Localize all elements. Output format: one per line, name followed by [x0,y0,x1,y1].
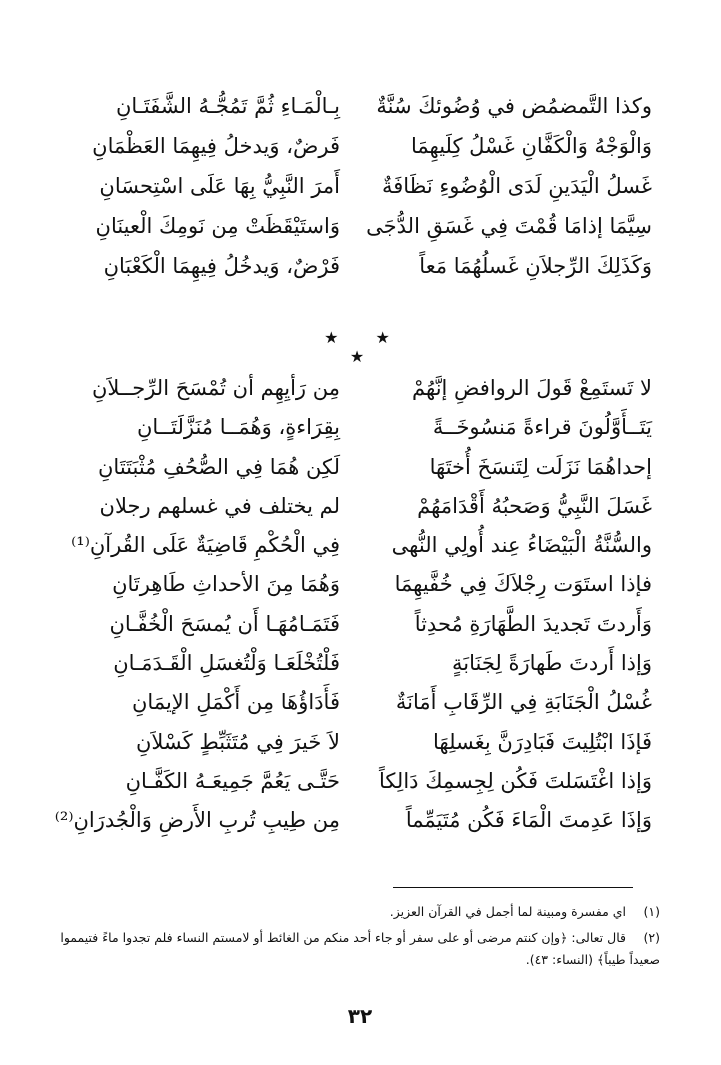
verse-second-hemistich: بِقِرَاءةٍ، وَهُمَــا مُنَزَّلَتَــانِ [137,415,340,440]
verse-line [70,682,652,721]
verse-line [70,206,652,246]
verse-first-hemistich: والسُّنَّةُ الْبَيْضَاءُ عِند أُولِي النُّهى [391,533,652,558]
section-separator: ★ ★ ★ [324,328,406,366]
verse-second-hemistich: وَاستَيْقَظَتْ مِن نَومِكَ الْعينَانِ [95,214,340,238]
verse-second-hemistich: فَرْضٌ، وَيدخُلُ فِيهِمَا الْكَعْبَانِ [103,254,340,278]
footnote-divider [393,887,633,888]
verse-first-hemistich: سِيَّمَا إذامَا قُمْتَ فِي غَسَقِ الدُّجَى [366,214,652,238]
verse-second-hemistich: لاَ خَيرَ فِي مُتَثَبِّطٍ كَسْلاَنِ [135,729,340,754]
verse-line [70,126,652,166]
verse-line [70,761,652,800]
verse-first-hemistich: غَسلُ الْيَدَينِ لَدَى الْوُضُوءِ نَظَافَةٌ [381,174,652,198]
verse-first-hemistich: غَسَلَ النَّبِيُّ وَصَحبُهُ أَقْدَامَهُمْ [417,493,652,518]
verse-second-hemistich: مِن رَأيِهِم أن تُمْسَحَ الرِّجــلاَنِ [91,376,340,400]
verse-first-hemistich: وَإذا اغْتَسَلتَ فَكُن لِجِسمِكَ دَالِكاً [378,768,652,793]
verse-first-hemistich: وَكَذَلِكَ الرِّجلاَنِ غَسلُهُمَا مَعاً [419,254,652,278]
verse-first-hemistich: إحداهُمَا نَزَلَت لِتَنسَخَ أُختَهَا [429,454,652,479]
verse-first-hemistich: لا تَستَمِعْ قَولَ الروافضِ إنَّهُمْ [412,376,652,400]
verse-first-hemistich: فإذا استَوَت رِجْلاَكَ فِي خُفَّيهِمَا [394,572,652,597]
verse-line [70,525,652,564]
verse-first-hemistich: يَتَــأَوَّلُونَ قراءةً مَنسُوخَــةً [432,415,652,440]
verse-line [70,86,652,126]
verse-line [70,643,652,682]
verse-first-hemistich: غُسْلُ الْجَنَابَةِ فِي الرِّقَابِ أَمَانَةٌ [395,690,652,715]
footnote-number: (٢) [643,930,660,945]
verse-line [70,447,652,486]
verse-second-hemistich: لم يختلف في غسلهم رجلان [99,493,340,518]
verse-line [70,246,652,286]
poem-section-1 [70,86,652,286]
verse-second-hemistich: أَمرَ النَّبِيُّ بِهَا عَلَى اسْتِحسَانِ [99,174,340,198]
verse-second-hemistich: وَهُمَا مِنَ الأحداثِ طَاهِرتَانِ [112,572,340,597]
verse-first-hemistich: وكذا التَّمضمُض في وُضُوئكَ سُنَّةٌ [376,94,652,118]
verse-second-hemistich: فَتَمَـامُهَـا أَن يُمسَحَ الْخُفَّـانِ [109,611,340,636]
footnote-number: (١) [643,904,660,919]
verse-second-hemistich: فَلْتُخْلَعَـا وَلْتُغسَلِ الْقَـدَمَـانِ [113,651,340,676]
verse-line [70,486,652,525]
verse-second-hemistich: بِـالْمَـاءِ ثُمَّ تَمُجُّـهُ الشَّفَتَـانِ [115,94,340,118]
footnote-text: اي مفسرة ومبينة لما أجمل في القرآن العزيز. [389,904,626,919]
verse-first-hemistich: وَأَردتَ تَجديدَ الطَّهَارَةِ مُحدِثاً [414,611,652,636]
footnote [60,927,660,971]
verse-first-hemistich: فَإذَا ابْتُلِيتَ فَبَادِرَنَّ بِغَسلِهَا [432,729,652,754]
verse-second-hemistich: لَكِن هُمَا فِي الصُّحُفِ مُثْبَتَتَانِ [98,454,340,479]
poem-section-2 [54,368,652,840]
verse-second-hemistich: فِي الْحُكْمِ قَاضِيَةٌ عَلَى القُرآنِ⁽¹⁾ [71,533,340,558]
verse-line [70,368,652,407]
verse-second-hemistich: فَرضٌ، وَيدخلُ فِيهِمَا العَظْمَانِ [92,134,340,158]
verse-first-hemistich: وَإذا أَردتَ طَهارَةً لِجَنَابَةٍ [451,651,652,676]
verse-first-hemistich: وَالْوَجْهُ وَالْكَفَّانِ غَسْلُ كِلَيهِمَا [410,134,652,158]
verse-line [70,564,652,603]
page-number: ٣٢ [347,1004,373,1028]
verse-second-hemistich: مِن طِيبِ تُربِ الأَرضِ وَالْجُدرَانِ⁽²⁾ [54,808,340,833]
verse-line [70,604,652,643]
verse-line [70,166,652,206]
verse-line [70,722,652,761]
verse-second-hemistich: فَأَدَاؤُهَا مِن أَكْمَلِ الإيمَانِ [132,690,340,715]
verse-line [54,800,652,839]
verse-line [70,407,652,446]
verse-second-hemistich: حَتَّـى يَعُمَّ جَمِيعَـهُ الكَفَّـانِ [125,768,340,793]
footnote [60,901,660,923]
verse-first-hemistich: وَإذَا عَدِمتَ الْمَاءَ فَكُن مُتَيَمِّماً [405,808,652,833]
footnote-text: قال تعالى: ﴿وإن كنتم مرضى أو على سفر أو جاء أحد منكم من الغائط أو لامستم النساء فلم تجدوا ماءً فتيمموا صعيداً طيباً﴾ (النساء: ٤٣). [60,930,660,967]
